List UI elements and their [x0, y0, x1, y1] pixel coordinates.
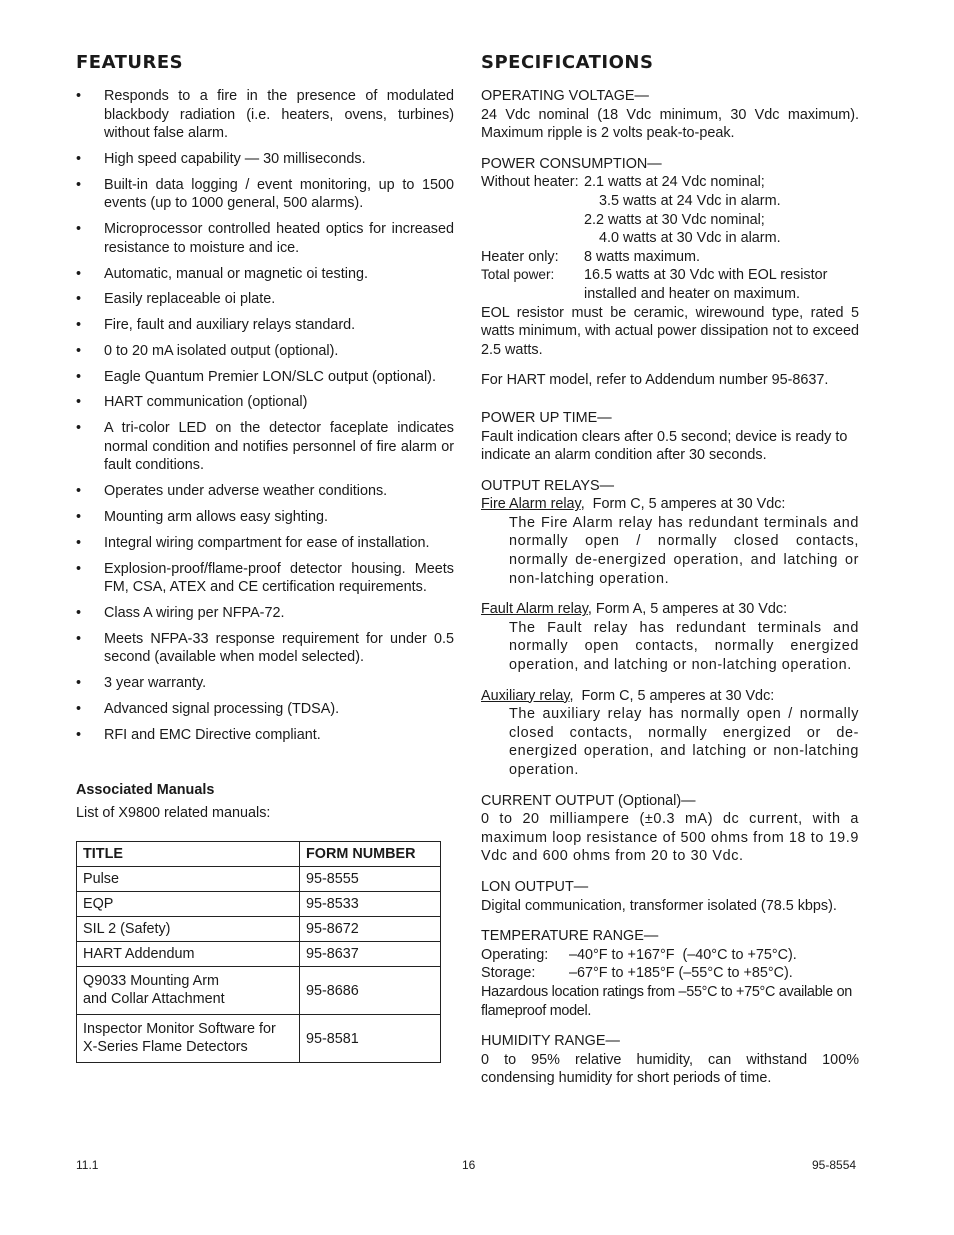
- power-without-value-3: 2.2 watts at 30 Vdc nominal;: [584, 211, 765, 228]
- feature-item: [76, 368, 454, 387]
- feature-text: Explosion-proof/flame-proof detector housing. Meets FM, CSA, ATEX and CE certification requirements.: [104, 560, 454, 596]
- temp-operating-label: Operating:: [481, 946, 549, 963]
- features-column: [76, 52, 454, 1063]
- footer-form-number: 95-8554: [812, 1158, 857, 1172]
- column-header-form-number: FORM NUMBER: [300, 842, 441, 867]
- spec-operating-voltage: [481, 87, 859, 143]
- spec-power-up-time: [481, 409, 859, 465]
- table-row: [77, 1015, 441, 1063]
- fire-relay-line: [481, 495, 859, 514]
- feature-text: 3 year warranty.: [104, 675, 207, 692]
- feature-text: High speed capability — 30 milliseconds.: [104, 150, 366, 167]
- specifications-column: [481, 52, 859, 1100]
- feature-item: [76, 604, 454, 623]
- manual-title-cell: HART Addendum: [77, 942, 300, 967]
- power-without-heater-row: [481, 173, 859, 192]
- temp-operating-value: –40°F to +167°F (–40°C to +75°C).: [569, 946, 797, 963]
- spec-body: Fault indication clears after 0.5 second; device is ready to indicate an alarm condition after 30 seconds.: [481, 428, 848, 464]
- manual-form-number-cell: 95-8533: [300, 892, 441, 917]
- feature-item: [76, 316, 454, 335]
- bullet-icon: •: [76, 88, 82, 104]
- fault-relay-body: The Fault relay has redundant terminals and normally open contacts, normally energized operation, and latching or non-latching operation.: [509, 619, 859, 674]
- spec-current-output: [481, 792, 859, 866]
- bullet-icon: •: [76, 291, 82, 308]
- manual-form-number-cell: 95-8672: [300, 917, 441, 942]
- feature-item: [76, 700, 454, 719]
- feature-item: [76, 630, 454, 667]
- spec-heading: POWER CONSUMPTION—: [481, 155, 662, 172]
- manual-title-cell: Inspector Monitor Software for X-Series Flame Detectors: [77, 1015, 300, 1063]
- feature-item: [76, 674, 454, 693]
- manuals-table: [76, 841, 441, 1063]
- spec-body: 0 to 95% relative humidity, can withstand 100% condensing humidity for short periods of time.: [481, 1051, 859, 1087]
- fault-relay-label: Fault Alarm relay: [481, 601, 588, 618]
- bullet-icon: •: [76, 368, 82, 385]
- aux-relay-rating: , Form C, 5 amperes at 30 Vdc:: [569, 687, 775, 704]
- power-without-value-2: 3.5 watts at 24 Vdc in alarm.: [599, 192, 781, 209]
- fire-relay-rating: , Form C, 5 amperes at 30 Vdc:: [580, 496, 786, 513]
- feature-text: Easily replaceable oi plate.: [104, 291, 276, 308]
- footer-revision: 11.1: [76, 1158, 99, 1172]
- feature-text: Meets NFPA-33 response requirement for under 0.5 second (available when model selected).: [104, 630, 454, 666]
- feature-item: [76, 508, 454, 527]
- bullet-icon: •: [76, 265, 82, 282]
- power-without-value-1: 2.1 watts at 24 Vdc nominal;: [584, 174, 765, 191]
- bullet-icon: •: [76, 604, 82, 621]
- feature-text: Mounting arm allows easy sighting.: [104, 508, 328, 525]
- feature-text: Integral wiring compartment for ease of installation.: [104, 534, 430, 551]
- aux-relay-line: [481, 687, 859, 706]
- bullet-icon: •: [76, 150, 82, 167]
- spec-temperature-range: [481, 927, 859, 1020]
- feature-text: Automatic, manual or magnetic oi testing.: [104, 265, 368, 282]
- power-total-label: Total power:: [481, 267, 555, 283]
- manual-form-number-cell: 95-8555: [300, 867, 441, 892]
- feature-text: 0 to 20 mA isolated output (optional).: [104, 342, 339, 359]
- temp-storage-value: –67°F to +185°F (–55°C to +85°C).: [569, 965, 793, 982]
- spec-body: 0 to 20 milliampere (±0.3 mA) dc current, with a maximum loop resistance of 500 ohms from 18 to 19.9 Vdc and 600 ohms from 20 to 30 Vdc.: [481, 811, 859, 865]
- bullet-icon: •: [76, 560, 82, 577]
- bullet-icon: •: [76, 483, 82, 500]
- feature-item: [76, 482, 454, 501]
- bullet-icon: •: [76, 630, 82, 647]
- manual-title-cell: SIL 2 (Safety): [77, 917, 300, 942]
- temp-storage-row: [481, 964, 859, 983]
- feature-item: [76, 87, 454, 143]
- fire-relay-label: Fire Alarm relay: [481, 496, 581, 513]
- table-row: [77, 967, 441, 1015]
- feature-item: [76, 150, 454, 169]
- feature-text: Class A wiring per NFPA-72.: [104, 604, 285, 621]
- spec-heading: LON OUTPUT—: [481, 878, 589, 895]
- column-header-title: TITLE: [77, 842, 300, 867]
- table-row: [77, 917, 441, 942]
- feature-item: [76, 342, 454, 361]
- table-row: [77, 867, 441, 892]
- power-without-value-4: 4.0 watts at 30 Vdc in alarm.: [599, 230, 781, 247]
- manual-title-cell: EQP: [77, 892, 300, 917]
- feature-text: HART communication (optional): [104, 394, 308, 411]
- feature-item: [76, 220, 454, 257]
- power-eol-note: EOL resistor must be ceramic, wirewound type, rated 5 watts minimum, with actual power dissipation not to exceed 2.5 watts.: [481, 304, 859, 358]
- bullet-icon: •: [76, 534, 82, 551]
- feature-text: RFI and EMC Directive compliant.: [104, 726, 321, 743]
- power-heater-label: Heater only:: [481, 248, 559, 265]
- specifications-heading: SPECIFICATIONS: [481, 52, 654, 73]
- spec-power-consumption: [481, 155, 859, 390]
- spec-heading: OUTPUT RELAYS—: [481, 477, 615, 494]
- feature-text: Eagle Quantum Premier LON/SLC output (optional).: [104, 368, 436, 385]
- power-heater-row: [481, 248, 859, 267]
- feature-text: Built-in data logging / event monitoring, up to 1500 events (up to 1000 general, 500 alarms).: [104, 176, 454, 212]
- temp-operating-row: [481, 946, 859, 965]
- features-heading: FEATURES: [76, 52, 184, 73]
- associated-manuals-title: Associated Manuals: [76, 782, 215, 799]
- aux-relay-body: The auxiliary relay has normally open / normally closed contacts, normally energized or de-energized operation, and latching or non-latching operation.: [509, 706, 859, 778]
- power-without-label: Without heater:: [481, 174, 579, 191]
- feature-item: [76, 176, 454, 213]
- feature-item: [76, 290, 454, 309]
- bullet-icon: •: [76, 221, 82, 238]
- bullet-icon: •: [76, 675, 82, 692]
- feature-item: [76, 393, 454, 412]
- feature-text: Microprocessor controlled heated optics for increased resistance to moisture and ice.: [104, 221, 454, 256]
- power-heater-value: 8 watts maximum.: [584, 248, 700, 265]
- power-total-row: [481, 266, 859, 303]
- associated-manuals-description: List of X9800 related manuals:: [76, 805, 271, 822]
- feature-item: [76, 560, 454, 597]
- footer-page-number: 16: [462, 1158, 476, 1172]
- manual-form-number-cell: 95-8581: [300, 1015, 441, 1063]
- spec-humidity-range: [481, 1032, 859, 1088]
- manual-title-cell: Q9033 Mounting Arm and Collar Attachment: [77, 967, 300, 1015]
- bullet-icon: •: [76, 394, 82, 411]
- aux-relay-label: Auxiliary relay: [481, 687, 570, 704]
- feature-item: [76, 419, 454, 475]
- table-row: [77, 892, 441, 917]
- bullet-icon: •: [76, 176, 82, 193]
- bullet-icon: •: [76, 700, 82, 717]
- fire-relay-body: The Fire Alarm relay has redundant terminals and normally open / normally closed contacts, normally de-energized operation, and latching or non-latching operation.: [509, 514, 859, 587]
- spec-heading: POWER UP TIME—: [481, 409, 612, 426]
- feature-text: Advanced signal processing (TDSA).: [104, 700, 340, 717]
- feature-text: Fire, fault and auxiliary relays standard.: [104, 317, 356, 334]
- bullet-icon: •: [76, 342, 82, 359]
- spec-body: Digital communication, transformer isolated (78.5 kbps).: [481, 897, 837, 914]
- feature-text: Operates under adverse weather conditions.: [104, 483, 388, 500]
- spec-heading: CURRENT OUTPUT (Optional)—: [481, 792, 696, 809]
- fault-relay-line: [481, 600, 859, 619]
- table-row: [77, 942, 441, 967]
- manual-title-cell: Pulse: [77, 867, 300, 892]
- spec-heading: HUMIDITY RANGE—: [481, 1033, 620, 1050]
- features-list: [76, 87, 454, 744]
- manual-form-number-cell: 95-8686: [300, 967, 441, 1015]
- table-header-row: [77, 842, 441, 867]
- feature-item: [76, 726, 454, 745]
- spec-output-relays: [481, 477, 859, 780]
- temp-storage-label: Storage:: [481, 965, 536, 982]
- feature-item: [76, 534, 454, 553]
- power-hart-note: For HART model, refer to Addendum number 95-8637.: [481, 372, 829, 389]
- bullet-icon: •: [76, 317, 82, 334]
- fault-relay-rating: , Form A, 5 amperes at 30 Vdc:: [587, 601, 788, 618]
- spec-heading: TEMPERATURE RANGE—: [481, 928, 659, 945]
- feature-text: A tri-color LED on the detector faceplate indicates normal condition and notifies personnel of fire alarm or fault conditions.: [104, 420, 454, 474]
- bullet-icon: •: [76, 726, 82, 743]
- manual-form-number-cell: 95-8637: [300, 942, 441, 967]
- feature-text: Responds to a fire in the presence of modulated blackbody radiation (i.e. heaters, ovens, turbines) without false alarm.: [104, 88, 454, 142]
- power-total-value: 16.5 watts at 30 Vdc with EOL resistor installed and heater on maximum.: [584, 267, 828, 302]
- temp-hazard-note: Hazardous location ratings from –55°C to +75°C available on flameproof model.: [481, 983, 852, 1019]
- spec-heading: OPERATING VOLTAGE—: [481, 88, 649, 104]
- spec-body: 24 Vdc nominal (18 Vdc minimum, 30 Vdc maximum). Maximum ripple is 2 volts peak-to-peak.: [481, 106, 859, 142]
- bullet-icon: •: [76, 508, 82, 525]
- spec-lon-output: [481, 878, 859, 915]
- bullet-icon: •: [76, 420, 82, 437]
- feature-item: [76, 265, 454, 284]
